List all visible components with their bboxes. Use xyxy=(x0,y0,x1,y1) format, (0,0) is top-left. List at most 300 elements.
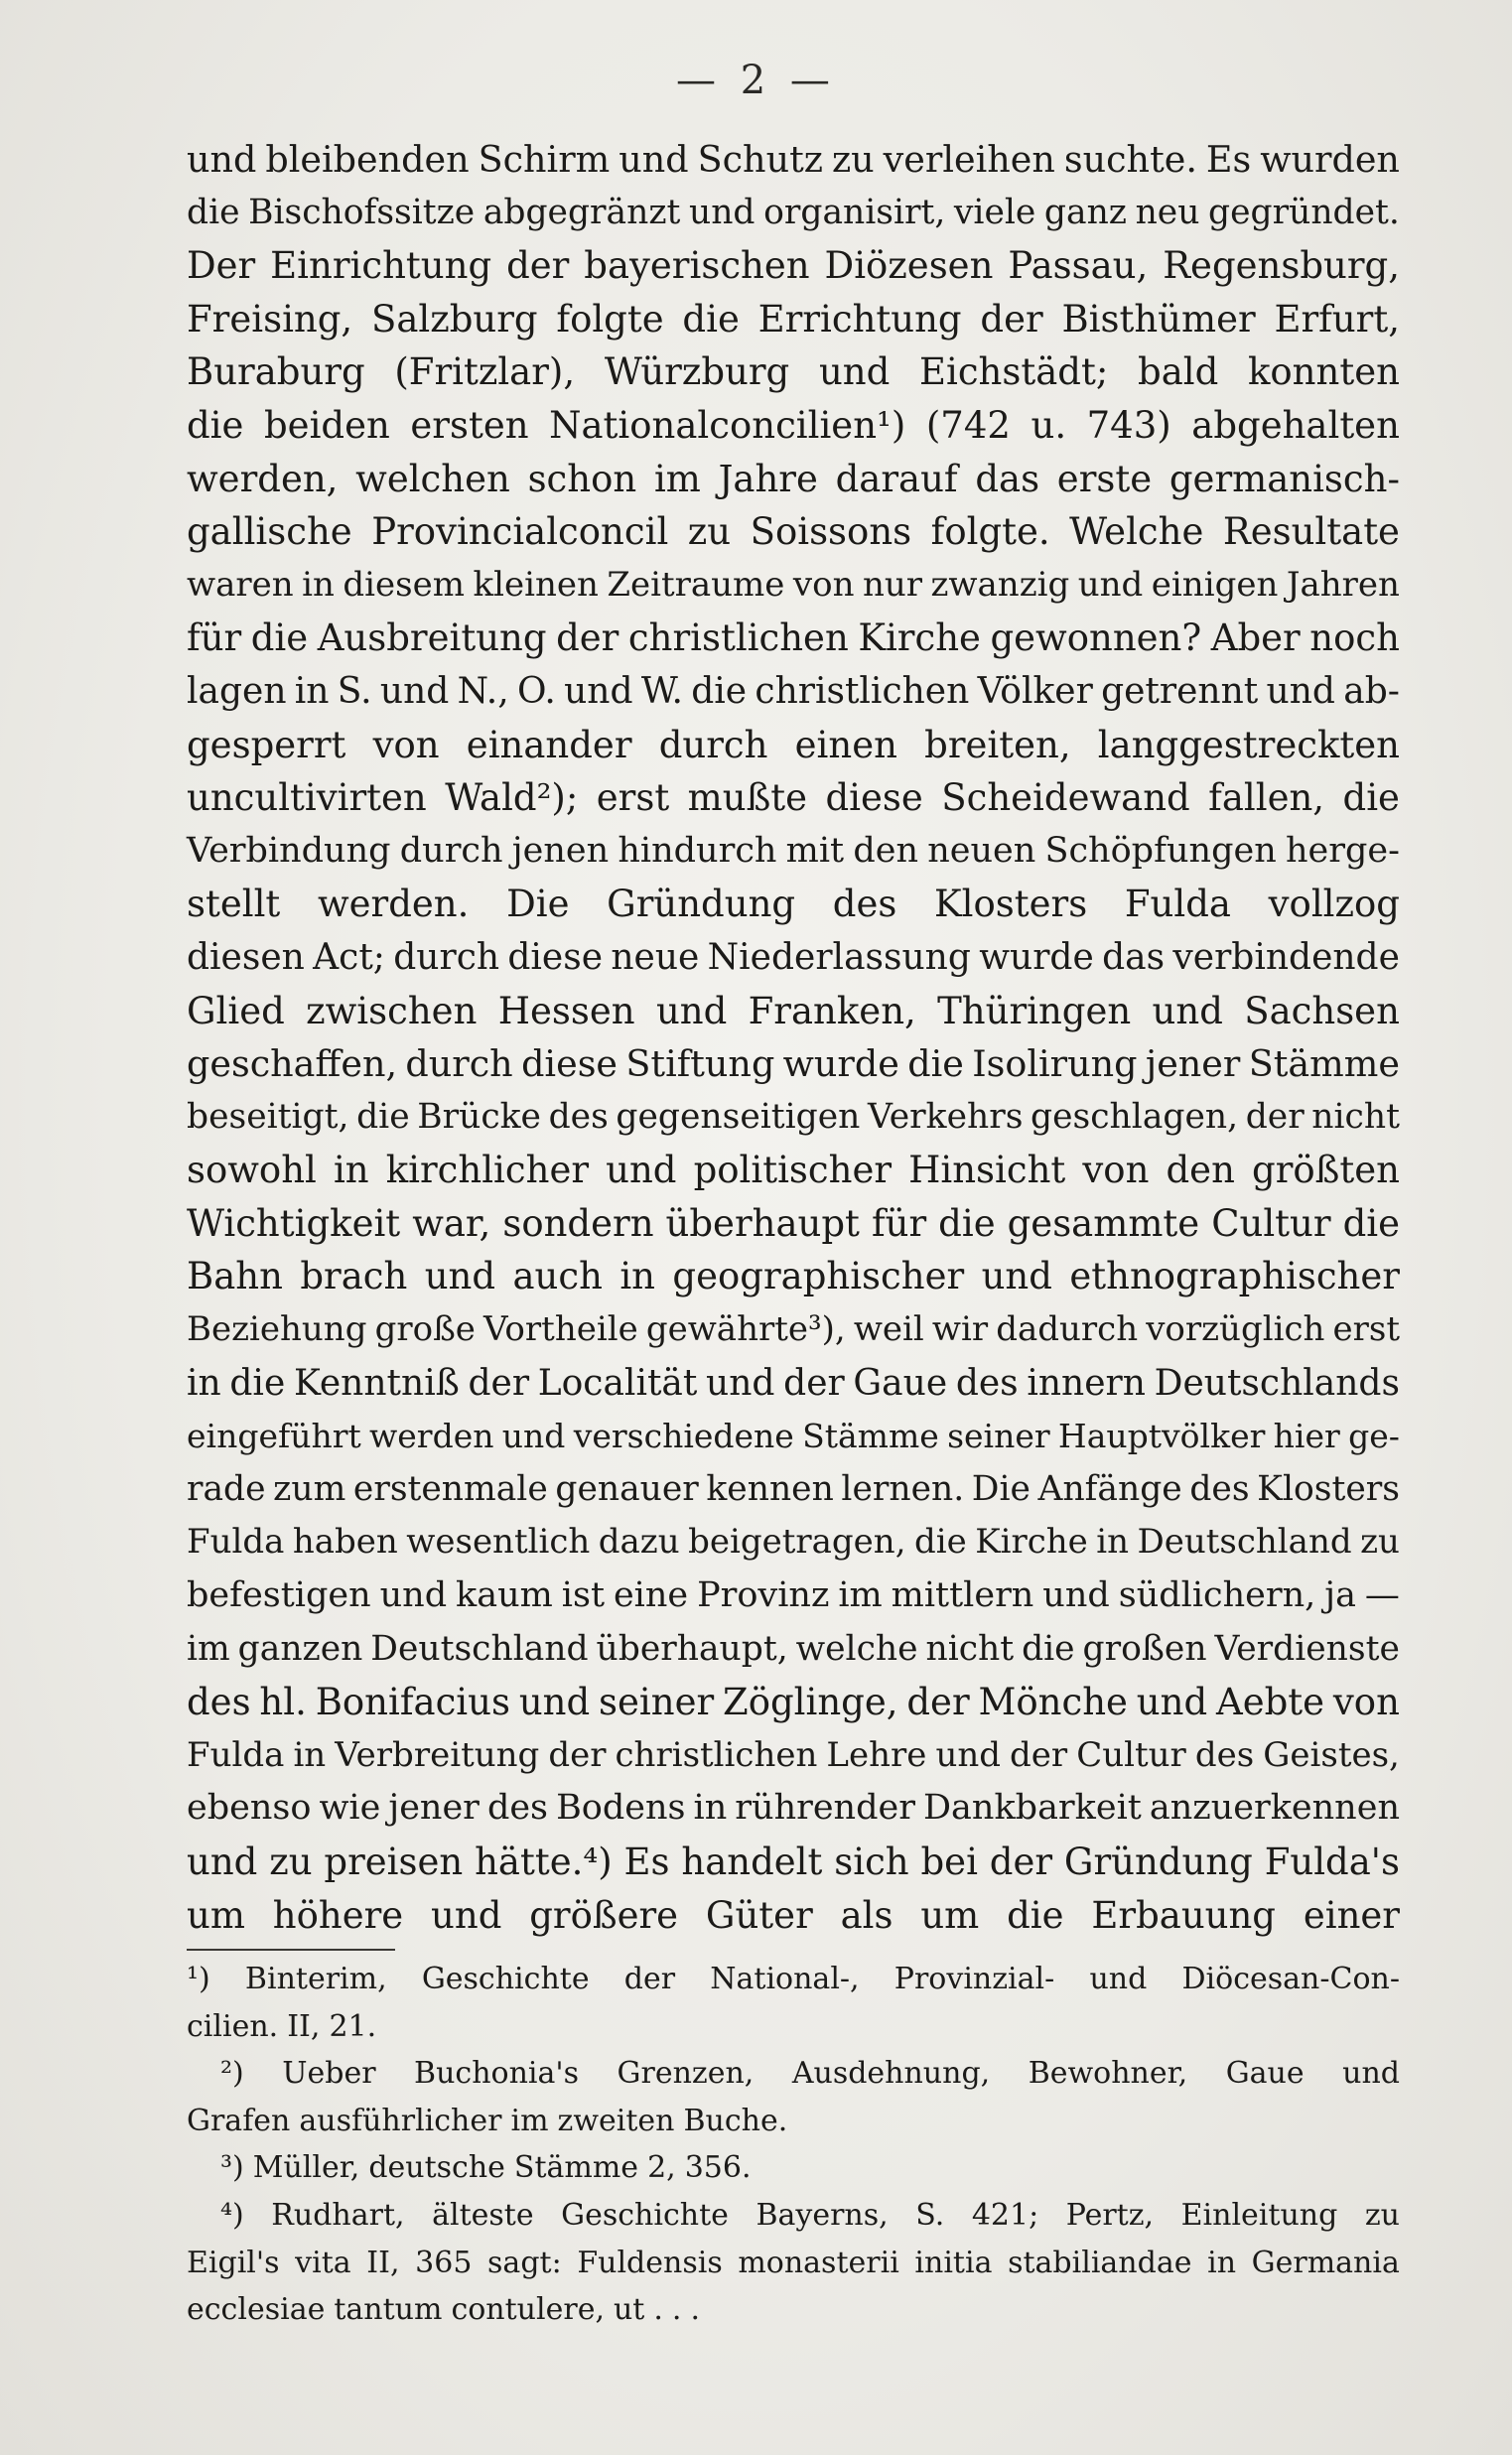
word: suchte. xyxy=(1063,138,1197,181)
word: eingeführt xyxy=(187,1417,361,1456)
word: Kirche xyxy=(858,616,981,660)
text-line xyxy=(187,239,1400,293)
footnotes-block xyxy=(187,1956,1400,2334)
word: in xyxy=(1096,1522,1130,1563)
word: und xyxy=(518,1681,591,1724)
word: Nationalconcilien¹) xyxy=(549,403,906,447)
word: ³) xyxy=(220,2150,244,2186)
word: initia xyxy=(914,2245,993,2280)
word: der xyxy=(906,1681,970,1724)
word: verschiedene xyxy=(573,1417,794,1456)
word: der xyxy=(1010,1734,1068,1775)
word: waren xyxy=(187,564,294,605)
word: des xyxy=(1189,1468,1250,1509)
word: (742 xyxy=(925,403,1011,447)
word: der xyxy=(468,1362,530,1404)
word: und xyxy=(379,1575,448,1616)
text-line xyxy=(187,1357,1400,1411)
word: Act; xyxy=(313,936,385,978)
word: in xyxy=(294,670,330,712)
word: wie xyxy=(319,1788,381,1829)
word: Salzburg xyxy=(370,297,538,341)
word: Hinsicht xyxy=(908,1149,1066,1192)
footnote-line xyxy=(187,2050,1400,2098)
footnote-line xyxy=(187,2286,1400,2334)
word: jenen xyxy=(511,830,610,871)
word: anzuerkennen xyxy=(1149,1788,1400,1829)
word: die xyxy=(356,1096,410,1137)
word: hindurch xyxy=(618,830,777,871)
word: politischer xyxy=(693,1149,893,1192)
word: erst xyxy=(1332,1309,1400,1350)
word: gesperrt xyxy=(187,723,346,766)
word: bei xyxy=(920,1841,978,1883)
word: eine xyxy=(613,1575,689,1616)
word: beigetragen, xyxy=(688,1522,906,1563)
word: die xyxy=(682,297,740,341)
word: Fulda xyxy=(1124,883,1231,926)
word: Binterim, xyxy=(244,1962,387,1996)
word: ⁴) xyxy=(220,2197,244,2233)
word: der xyxy=(989,1841,1053,1883)
word: und xyxy=(424,1255,496,1298)
word: Bayerns, xyxy=(756,2197,889,2233)
word: kirchlicher xyxy=(385,1149,590,1192)
word: germanisch- xyxy=(1168,457,1400,500)
word: die xyxy=(187,192,240,232)
word: Schöpfungen xyxy=(1044,830,1277,871)
word: Brücke xyxy=(417,1096,541,1137)
word: das xyxy=(1102,936,1166,978)
word: und xyxy=(1089,1962,1148,1996)
word: lernen. xyxy=(841,1468,965,1509)
word: Isolirung xyxy=(972,1042,1138,1086)
word: Stämme xyxy=(513,2150,639,2186)
word: verbindende xyxy=(1172,936,1400,978)
word: geographischer xyxy=(672,1255,965,1298)
word: die xyxy=(187,403,244,447)
word: — xyxy=(1364,1575,1400,1616)
word: ut xyxy=(613,2292,645,2328)
word: zu xyxy=(1360,1522,1400,1563)
word: in xyxy=(302,564,335,605)
main-text-block xyxy=(187,133,1400,1942)
word: werden xyxy=(369,1417,494,1456)
word: hier xyxy=(1273,1417,1340,1456)
text-line xyxy=(187,985,1400,1038)
word: Deutschlands xyxy=(1154,1362,1400,1404)
word: zweiten xyxy=(557,2103,675,2138)
word: seiner xyxy=(947,1417,1050,1456)
text-line xyxy=(187,1729,1400,1783)
word: Schirm xyxy=(478,138,611,181)
word: Pertz, xyxy=(1065,2197,1155,2233)
word: mußte xyxy=(687,776,808,820)
word: organisirt, xyxy=(763,192,946,232)
word: ganzen xyxy=(237,1628,363,1669)
word: innern xyxy=(1027,1362,1146,1404)
word: kennen xyxy=(706,1468,834,1509)
word: in xyxy=(293,1734,327,1775)
word: S. xyxy=(915,2197,945,2233)
word: brach xyxy=(300,1255,408,1298)
text-line xyxy=(187,1782,1400,1836)
word: Die xyxy=(506,883,570,926)
text-line xyxy=(187,1303,1400,1357)
word: rührender xyxy=(735,1788,915,1829)
word: 421; xyxy=(971,2197,1039,2233)
word: Wald²); xyxy=(445,776,579,820)
word: sowohl xyxy=(187,1149,317,1192)
word: gewährte³), xyxy=(645,1309,846,1350)
word: der xyxy=(623,1962,676,1996)
word: Aber xyxy=(1210,616,1301,660)
word: Niederlassung xyxy=(707,936,971,978)
word: geschaffen, xyxy=(187,1042,398,1086)
footnote-line xyxy=(187,1956,1400,2003)
text-line xyxy=(187,453,1400,506)
word: Soissons xyxy=(750,510,912,554)
word: und xyxy=(606,1149,677,1192)
word: und xyxy=(706,1362,775,1404)
word: Einleitung xyxy=(1180,2197,1338,2233)
word: handelt xyxy=(681,1841,823,1883)
word: und xyxy=(688,192,756,232)
word: 2, xyxy=(647,2150,676,2186)
word: ist xyxy=(561,1575,606,1616)
word: gallische xyxy=(187,510,352,554)
word: zu xyxy=(1364,2197,1400,2233)
word: und xyxy=(379,670,450,712)
word: und xyxy=(1266,670,1335,712)
footnote-line xyxy=(187,2240,1400,2287)
word: des xyxy=(486,1788,549,1829)
word: wurde xyxy=(979,936,1094,978)
word: die xyxy=(1022,1628,1075,1669)
word: Germania xyxy=(1251,2245,1400,2280)
word: Bewohner, xyxy=(1028,2056,1188,2092)
word: um xyxy=(920,1893,980,1937)
word: Dankbarkeit xyxy=(922,1788,1142,1829)
word: zu xyxy=(831,138,875,181)
word: 743) xyxy=(1086,403,1171,447)
word: stellt xyxy=(187,883,281,926)
text-line xyxy=(187,1197,1400,1251)
word: N., xyxy=(457,670,509,712)
word: und xyxy=(981,1255,1052,1298)
word: in xyxy=(187,1362,221,1404)
word: sagt: xyxy=(487,2245,562,2280)
word: diese xyxy=(521,1042,619,1086)
word: Sachsen xyxy=(1244,989,1400,1032)
word: erst xyxy=(596,776,670,820)
text-line xyxy=(187,133,1400,187)
text-line xyxy=(187,345,1400,399)
text-line xyxy=(187,1091,1400,1145)
word: Bahn xyxy=(187,1255,283,1298)
word: getrennt xyxy=(1101,670,1259,712)
word: Passau, xyxy=(1008,244,1149,288)
text-line xyxy=(187,1623,1400,1677)
word: beiden xyxy=(263,403,390,447)
word: der xyxy=(548,1734,607,1775)
text-line xyxy=(187,293,1400,346)
word: Diözesen xyxy=(824,244,994,288)
word: tantum xyxy=(334,2292,443,2328)
word: des xyxy=(548,1096,609,1137)
word: Die xyxy=(971,1468,1031,1509)
footnote-line xyxy=(187,2144,1400,2192)
word: der xyxy=(783,1362,845,1404)
word: den xyxy=(853,830,918,871)
word: erstenmale xyxy=(352,1468,548,1509)
word: von xyxy=(1332,1681,1400,1724)
word: Es xyxy=(623,1841,670,1883)
word: der xyxy=(980,297,1043,341)
word: Freising, xyxy=(187,297,353,341)
text-line xyxy=(187,931,1400,985)
word: Hauptvölker xyxy=(1057,1417,1266,1456)
word: gegründet. xyxy=(1208,192,1400,232)
word: ¹) xyxy=(187,1962,210,1996)
word: neu xyxy=(1135,192,1200,232)
word: Jahren xyxy=(1286,564,1400,605)
word: fallen, xyxy=(1208,776,1325,820)
word: in xyxy=(333,1149,369,1192)
word: in xyxy=(693,1788,728,1829)
word: Fuldensis xyxy=(577,2245,723,2280)
word: großen xyxy=(1082,1628,1207,1669)
word: viele xyxy=(953,192,1036,232)
word: und xyxy=(1077,564,1144,605)
word: in xyxy=(619,1255,656,1298)
word: Regensburg, xyxy=(1163,244,1400,288)
word: christlichen xyxy=(755,670,970,712)
word: zu xyxy=(687,510,732,554)
word: im xyxy=(838,1575,883,1616)
word: Zeitraume xyxy=(607,564,785,605)
word: neue xyxy=(611,936,700,978)
word: Bonifacius xyxy=(315,1681,510,1724)
word: S. xyxy=(337,670,372,712)
word: von xyxy=(372,723,440,766)
word: wurden xyxy=(1260,138,1400,181)
word: Cultur xyxy=(1076,1734,1186,1775)
word: werden, xyxy=(187,457,339,500)
word: des xyxy=(1194,1734,1255,1775)
word: Gründung xyxy=(607,883,796,926)
word: vorzüglich xyxy=(1146,1309,1325,1350)
word: einander xyxy=(466,723,632,766)
word: abgegränzt xyxy=(482,192,681,232)
word: diesen xyxy=(187,936,305,978)
word: gegenseitigen xyxy=(616,1096,861,1137)
word: Fulda xyxy=(187,1522,285,1563)
word: und xyxy=(187,1841,258,1883)
word: beseitigt, xyxy=(187,1096,349,1137)
word: war, xyxy=(412,1201,491,1245)
word: noch xyxy=(1309,616,1400,660)
word: christlichen xyxy=(615,1734,818,1775)
word: einer xyxy=(1303,1893,1400,1937)
word: des xyxy=(187,1681,251,1724)
word: auch xyxy=(512,1255,603,1298)
word: diese xyxy=(507,936,604,978)
word: wurde xyxy=(782,1042,899,1086)
word: Franken, xyxy=(748,989,916,1032)
word: Rudhart, xyxy=(271,2197,405,2233)
word: kleinen xyxy=(473,564,599,605)
word: Es xyxy=(1205,138,1252,181)
word: Errichtung xyxy=(757,297,962,341)
word: breiten, xyxy=(924,723,1071,766)
word: W. xyxy=(640,670,683,712)
word: 365 xyxy=(415,2245,473,2280)
word: Ausdehnung, xyxy=(791,2056,991,2092)
word: Güter xyxy=(705,1893,813,1937)
word: höhere xyxy=(272,1893,404,1937)
word: Erfurt, xyxy=(1274,297,1400,341)
word: der xyxy=(1245,1096,1305,1137)
word: Provinzial- xyxy=(893,1962,1055,1996)
word: Kenntniß xyxy=(293,1362,460,1404)
word: welche xyxy=(795,1628,918,1669)
word: kaum xyxy=(456,1575,553,1616)
word: überhaupt, xyxy=(596,1628,788,1669)
word: der xyxy=(506,244,570,288)
word: die xyxy=(691,670,748,712)
word: einigen xyxy=(1151,564,1279,605)
word: die xyxy=(250,616,309,660)
word: durch xyxy=(658,723,768,766)
word: Bisthümer xyxy=(1061,297,1256,341)
word: die xyxy=(1342,776,1400,820)
word: Zöglinge, xyxy=(723,1681,898,1724)
text-line xyxy=(187,1569,1400,1623)
word: Verdienste xyxy=(1214,1628,1400,1669)
word: zwanzig xyxy=(930,564,1070,605)
word: Buche. xyxy=(683,2103,788,2138)
word: haben xyxy=(292,1522,398,1563)
word: vollzog xyxy=(1268,883,1400,926)
word: Localität xyxy=(537,1362,698,1404)
word: überhaupt xyxy=(665,1201,860,1245)
word: Cultur xyxy=(1211,1201,1331,1245)
word: Gaue xyxy=(853,1362,948,1404)
word: die xyxy=(938,1201,996,1245)
word: hl. xyxy=(259,1681,307,1724)
word: folgte xyxy=(556,297,664,341)
word: welchen xyxy=(355,457,510,500)
word: ab- xyxy=(1343,670,1400,712)
word: Erbauung xyxy=(1091,1893,1276,1937)
word: gewonnen? xyxy=(990,616,1202,660)
word: Stämme xyxy=(802,1417,939,1456)
word: vita xyxy=(295,2245,351,2280)
word: südlichern, xyxy=(1118,1575,1316,1616)
text-line xyxy=(187,1463,1400,1517)
word: Vortheile xyxy=(483,1309,638,1350)
text-line xyxy=(187,1836,1400,1889)
word: neuen xyxy=(927,830,1036,871)
word: die xyxy=(229,1362,286,1404)
word: und xyxy=(501,1417,566,1456)
word: Provinz xyxy=(697,1575,830,1616)
word: Müller, xyxy=(252,2150,360,2186)
word: bald xyxy=(1138,350,1219,394)
word: Völker xyxy=(977,670,1093,712)
word: langgestreckten xyxy=(1097,723,1400,766)
word: dadurch xyxy=(996,1309,1139,1350)
word: Ausbreitung xyxy=(317,616,547,660)
word: befestigen xyxy=(187,1575,371,1616)
word: Bodens xyxy=(556,1788,686,1829)
word: zum xyxy=(273,1468,346,1509)
word: für xyxy=(871,1201,927,1245)
word: Deutschland xyxy=(1137,1522,1352,1563)
word: . xyxy=(653,2292,663,2328)
word: das xyxy=(975,457,1040,500)
word: Verbindung xyxy=(187,830,391,871)
word: ge- xyxy=(1348,1417,1400,1456)
word: Buraburg xyxy=(187,350,365,394)
text-line xyxy=(187,187,1400,240)
word: folgte. xyxy=(930,510,1050,554)
word: u. xyxy=(1031,403,1067,447)
word: ganz xyxy=(1043,192,1127,232)
word: Verbreitung xyxy=(335,1734,540,1775)
word: Grafen xyxy=(187,2103,291,2138)
text-line xyxy=(187,1144,1400,1197)
word: . xyxy=(690,2292,701,2328)
text-line xyxy=(187,665,1400,719)
word: Geschichte xyxy=(421,1962,590,1996)
word: für xyxy=(187,616,242,660)
word: und xyxy=(1042,1575,1110,1616)
word: Mönche xyxy=(978,1681,1128,1724)
footnote-line xyxy=(187,2003,1400,2051)
word: wesentlich xyxy=(406,1522,591,1563)
word: Stämme xyxy=(1248,1042,1400,1086)
text-line xyxy=(187,825,1400,879)
word: Verkehrs xyxy=(868,1096,1024,1137)
word: diesem xyxy=(343,564,465,605)
word: von xyxy=(1082,1149,1150,1192)
word: die xyxy=(913,1522,967,1563)
word: dazu xyxy=(598,1522,680,1563)
word: werden. xyxy=(317,883,470,926)
word: und xyxy=(655,989,728,1032)
text-line xyxy=(187,878,1400,931)
word: und xyxy=(431,1893,502,1937)
word: Ueber xyxy=(282,2056,376,2092)
word: konnten xyxy=(1247,350,1400,394)
word: die xyxy=(907,1042,964,1086)
word: Beziehung xyxy=(187,1309,367,1350)
word: und xyxy=(1136,1681,1208,1724)
word: um xyxy=(187,1893,245,1937)
word: mittlern xyxy=(891,1575,1034,1616)
text-line xyxy=(187,1037,1400,1091)
word: nicht xyxy=(925,1628,1015,1669)
word: Schutz xyxy=(697,138,823,181)
word: Gründung xyxy=(1063,1841,1253,1883)
word: bayerischen xyxy=(584,244,810,288)
word: ebenso xyxy=(187,1788,312,1829)
word: Welche xyxy=(1069,510,1204,554)
word: älteste xyxy=(432,2197,534,2233)
text-line xyxy=(187,1250,1400,1303)
